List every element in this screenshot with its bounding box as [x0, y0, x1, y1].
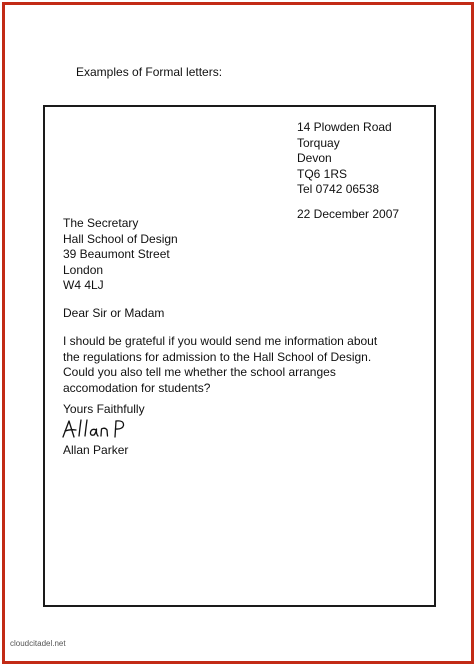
recipient-address-line: London	[63, 262, 104, 277]
recipient-address	[63, 216, 178, 294]
sender-address-line: 14 Plowden Road	[297, 120, 392, 134]
sender-address-line: TQ6 1RS	[297, 166, 348, 181]
sender-address	[297, 120, 392, 198]
handwritten-signature	[60, 416, 130, 440]
body-paragraph	[63, 334, 377, 396]
letter-date: 22 December 2007	[297, 207, 400, 221]
recipient-address-line: The Secretary	[63, 216, 139, 230]
signer-name: Allan Parker	[63, 443, 129, 457]
body-line: I should be grateful if you would send me information about	[63, 334, 378, 348]
closing: Yours Faithfully	[63, 402, 145, 416]
body-line: accomodation for students?	[63, 380, 211, 395]
salutation: Dear Sir or Madam	[63, 306, 165, 320]
recipient-address-line: 39 Beaumont Street	[63, 247, 170, 261]
sender-address-line: Torquay	[297, 135, 340, 150]
body-line: Could you also tell me whether the school arranges	[63, 365, 336, 379]
page-heading: Examples of Formal letters:	[76, 65, 223, 79]
recipient-address-line: W4 4LJ	[63, 278, 104, 292]
sender-address-line: Devon	[297, 151, 332, 165]
watermark: cloudcitadel.net	[10, 639, 66, 648]
recipient-address-line: Hall School of Design	[63, 231, 178, 246]
sender-phone: Tel 0742 06538	[297, 182, 380, 196]
body-line: the regulations for admission to the Hall School of Design.	[63, 349, 372, 364]
